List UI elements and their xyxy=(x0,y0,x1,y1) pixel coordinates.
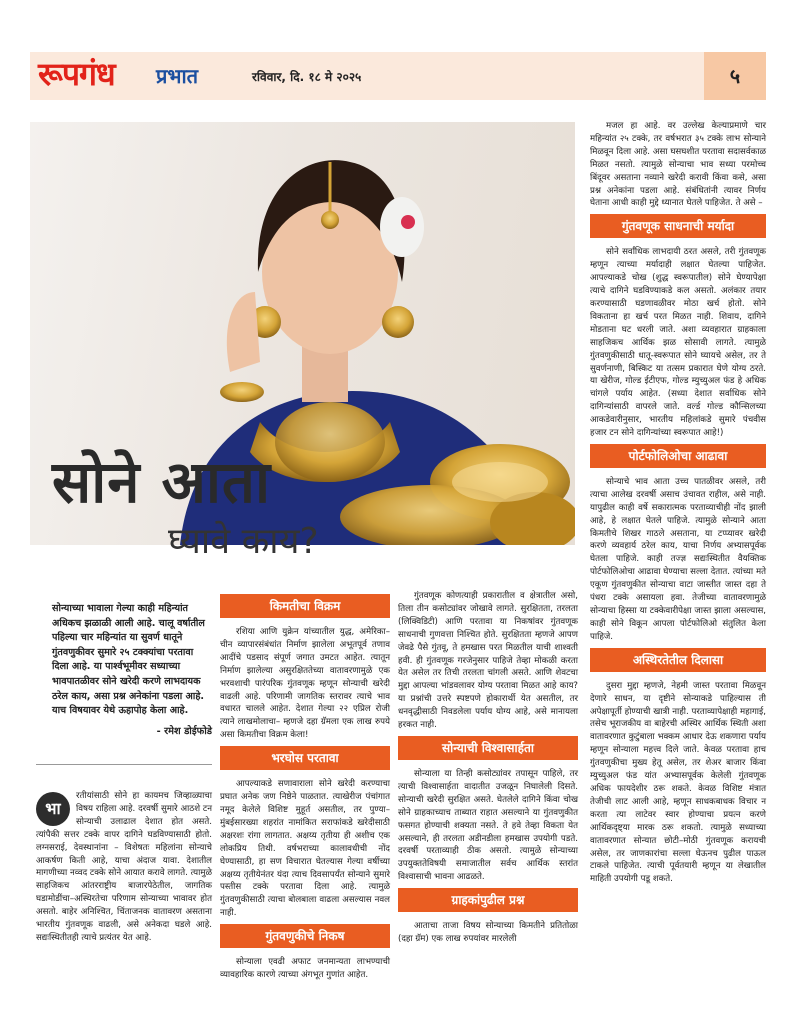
subheadline: घ्यावे काय? xyxy=(168,521,319,562)
section-heading-nikash: गुंतवणुकीचे निकष xyxy=(220,924,390,948)
section-heading-dilasa: अस्थिरतेतील दिलासा xyxy=(590,648,766,672)
section-heading-bharghos: भरघोस परतावा xyxy=(220,746,390,770)
author-byline: - रमेश डोईफोडे xyxy=(156,725,212,737)
intro-text: सोन्याच्या भावाला गेल्या काही महिन्यांत अधिकच झळाळी आली आहे. चालू वर्षातील पहिल्या चार महिन्यांत या सुवर्ण धातूने गुंतवणुकीवर सुमारे २५ टक्क्यांचा परतावा दिला आहे. या पार्श्वभूमीवर सध्याच्या भावपातळीवर सोने खरेदी करणे लाभदायक ठरेल काय, असा प्रश्न अनेकांना पडला आहे. याच विषयावर येथे ऊहापोह केला आहे. xyxy=(52,603,205,717)
body-paragraph: रतीयांसाठी सोने हा कायमच जिव्हाळ्याचा विषय राहिला आहे. दरवर्षी सुमारे आठशे टन सोन्याची उलाढाल देशात होत असते. त्यांपैकी सत्तर टक्के वापर दागिने घडविण्यासाठी होतो. लग्नसराई, देवस्थानांना – विशेषतः महिलांना सोन्याचे आकर्षण किती आहे, याचा अंदाज यावा. देशातील मागणीच्या नव्वद टक्के सोने आयात करावे लागते. त्यामुळे साहजिकच आंतरराष्ट्रीय बाजारपेठेतील, जागतिक घडामोडींचा–अस्थिरतेचा परिणाम सोन्याच्या भावावर होत असतो. बाहेर अनिश्चित, चिंताजनक वातावरण असताना भारतीय गुंतवणूक वाढली, असे अनेकदा घडले आहे. सद्यःस्थितीतही त्याचे प्रत्यंतर येत आहे. xyxy=(36,791,212,943)
section-heading-portfolio: पोर्टफोलिओचा आढावा xyxy=(590,444,766,468)
body-paragraph: आपल्याकडे सणावाराला सोने खरेदी करण्याचा प्रघात अनेक जण निष्ठेने पाळतात. त्याखेरीज पंचांगात नमूद केलेले विशिष्ट मुहूर्त असतील, तर पुण्या–मुंबईसारख्या शहरांत नामांकित सराफांकडे खरेदीसाठी अक्षरशः रांगा लागतात. अक्षय्य तृतीया ही अशीच एक लोकप्रिय तिथी. वर्षभराच्या कालावधीची नोंद घेण्यासाठी, हा सण विचारात घेतल्यास गेल्या वर्षीच्या अक्षय्य तृतीयेनंतर यंदा त्याच दिवसापर्यंत सोन्याने सुमारे पस्तीस टक्के परतावा दिला आहे. त्यामुळे गुंतवणुकीसाठी त्याचा बोलबाला वाढला असल्यास नवल नाही. xyxy=(220,779,390,919)
column-3 xyxy=(398,590,578,946)
body-paragraph: सोन्याचे भाव आता उच्च पातळीवर असले, तरी त्याचा आलेख दरवर्षी असाच उंचावत राहील, असे नाही. यापुढील काही वर्षे सकारात्मक परताव्याचीही नोंद झाली आहे, हे लक्षात घेतले पाहिजे. त्यामुळे सोन्याने आता किमतीचे शिखर गाठले असताना, या टप्प्यावर खरेदी करणे व्यवहार्य ठरेल काय, याचा निर्णय अभ्यासपूर्वक घेतला पाहिजे. काही तज्ज्ञ सद्यःस्थितीत वैयक्तिक पोर्टफोलिओचा आढावा घेण्याचा सल्ला देतात. त्यांच्या मते एकूण गुंतवणुकीत सोन्याचा वाटा जास्तीत जास्त दहा ते पंधरा टक्के असायला हवा. तेजीच्या वातावरणामुळे सोन्याचा हिस्सा या टक्केवारीपेक्षा जास्त झाला असल्यास, काही सोने विकून आपला पोर्टफोलिओ संतुलित केला पाहिजे. xyxy=(590,476,766,642)
page-number: ५ xyxy=(704,52,766,100)
column-4 xyxy=(590,120,766,886)
body-paragraph: मजल हा आहे. वर उल्लेख केल्याप्रमाणे चार महिन्यांत २५ टक्के, तर वर्षभरात ३५ टक्के लाभ सोन्याने मिळवून दिला आहे. असा घसघशीत परतावा सदासर्वकाळ मिळत नसतो. त्यामुळे सोन्याचा भाव सध्या परमोच्च बिंदूवर असताना नव्याने खरेदी करावी किंवा कसे, असा प्रश्न अनेकांना पडला आहे. संबंधितांनी त्यावर निर्णय घेताना आधी काही मुद्दे ध्यानात घेतले पाहिजेत. ते असे – xyxy=(590,121,766,209)
body-paragraph: सोने सर्वांधिक लाभदायी ठरत असले, तरी गुंतवणूक म्हणून त्याच्या मर्यादाही लक्षात घेतल्या पाहिजेत. आपल्याकडे चोख (शुद्ध स्वरूपातील) सोने घेण्यापेक्षा त्याचे दागिने घडविण्याकडे कल असतो. अलंकार तयार करण्यासाठी घडणावळीवर मोठा खर्च होतो. सोने विकताना हा खर्च परत मिळत नाही. शिवाय, दागिने मोडताना घट धरली जाते. अशा व्यवहारात ग्राहकाला साहजिकच आर्थिक झळ सोसावी लागते. त्यामुळे गुंतवणुकीसाठी धातू-स्वरूपात सोने घ्यायचे असेल, तर ते सुवर्णनाणी, बिस्किट या तत्सम प्रकारात घेणे योग्य ठरते. या खेरीज, गोल्ड ईटीएफ, गोल्ड म्युच्युअल फंड हे अधिक चांगले पर्याय आहेत. (सध्या देशात सर्वाधिक सोने दागिन्यांसाठी वापरले जाते. वर्ल्ड गोल्ड कौन्सिलच्या आकडेवारीनुसार, भारतीय महिलांकडे सुमारे पंचवीस हजार टन सोने दागिन्यांच्या स्वरूपात आहे!) xyxy=(590,247,766,439)
body-paragraph: गुंतवणूक कोणत्याही प्रकारातील व क्षेत्रातील असो, तिला तीन कसोट्यांवर जोखावे लागते. सुरक्षितता, तरलता (लिक्विडिटी) आणि परतावा या निकषांवर गुंतवणूक साधनाची गुणवत्ता निश्चित होते. सुरक्षितता म्हणजे आपण जेवढे पैसे गुंतवू, ते हमखास परत मिळतील याची शाश्वती हवी. ही गुंतवणूक गरजेनुसार पाहिजे तेव्हा मोकळी करता येत असेल तर तिची तरलता चांगली असते. आणि शेवटचा मुद्दा आपल्या भांडवलावर योग्य परतावा मिळत आहे काय? या प्रश्नांची उत्तरे स्पष्टपणे होकारार्थी येत असतील, तर धनवृद्धीसाठी निवडलेला पर्याय योग्य आहे, असे मानायला हरकत नाही. xyxy=(398,591,578,731)
brand-logo: रूपगंध xyxy=(38,55,115,93)
section-heading-maryada: गुंतवणूक साधनाची मर्यादा xyxy=(590,214,766,238)
body-paragraph: रशिया आणि युक्रेन यांच्यातील युद्ध, अमेरिका–चीन व्यापारसंबंधांत निर्माण झालेला अभूतपूर्व तणाव आदींचे पडसाद संपूर्ण जगात उमटत आहेत. त्यातून निर्माण झालेल्या असुरक्षिततेच्या वातावरणामुळे एक भरवशाची पारंपरिक गुंतवणूक म्हणून सोन्याची खरेदी वाढली आहे. परिणामी जागतिक स्तरावर त्याचे भाव वधारत चालले आहेत. देशात गेल्या २२ एप्रिल रोजी त्याने लाखमोलाचा– म्हणजे दहा ग्रॅमला एक लाख रुपये असा किमतीचा विक्रम केला! xyxy=(220,627,390,741)
brand-subtitle: प्रभात xyxy=(156,64,199,88)
headline: सोने आता xyxy=(52,448,271,516)
masthead xyxy=(30,52,766,100)
body-paragraph: सोन्याला या तिन्ही कसोट्यांवर तपासून पाहिले, तर त्याची विश्वासार्हता वादातीत उजळून निघालेली दिसते. सोन्याची खरेदी सुरक्षित असते. घेतलेले दागिने किंवा चोख सोने ग्राहकाच्याच ताब्यात राहात असल्याने या गुंतवणुकीत फसगत होण्याची शक्यता नसते. ते हवे तेव्हा विकता येत असल्याने, ही तरलता अडीनडीला हमखास उपयोगी पडते. दरवर्षी परताव्याही ठीक असतो. त्यामुळे सोन्याच्या उपयुक्ततेविषयी समाजातील सर्वच आर्थिक स्तरांत विश्वासाची भावना आढळते. xyxy=(398,768,578,883)
body-paragraph: आताचा ताजा विषय सोन्याच्या किमतीने प्रतितोळा (दहा ग्रॅम) एक लाख रुपयांवर मारलेली xyxy=(398,921,578,945)
section-heading-grahak: ग्राहकांपुढील प्रश्न xyxy=(398,888,578,912)
dateline: रविवार, दि. १८ मे २०२५ xyxy=(252,70,362,84)
intro-standfirst xyxy=(52,602,212,739)
body-paragraph: दुसरा मुद्दा म्हणजे, नेहमी जास्त परतावा मिळवून देणारे साधन, या दृष्टीने सोन्याकडे पाहिल्यास ती अपेक्षापूर्ती होण्याची खात्री नाही. परताव्यापेक्षाही महागाई, तसेच भूराजकीय वा बाहेरची अस्थिर आर्थिक स्थिती अशा वातावरणात कुटुंबाला भक्कम आधार देऊ शकणारा पर्याय म्हणून सोन्याला महत्त्व दिले जाते. केवळ परतावा हाच गुंतवणुकीचा मुख्य हेतू असेल, तर शेअर बाजार किंवा म्युच्युअल फंड यांत अभ्यासपूर्वक केलेली गुंतवणूक अधिक फायदेशीर ठरू शकते. केवळ विशिष्ट मंत्रात तेजीची लाट आली आहे, म्हणून साधकबाधक विचार न करता त्या लाटेवर स्वार होण्याचा प्रयत्न करणे आर्थिकदृष्ट्या मारक ठरू शकतो. त्यामुळे सध्याच्या वातावरणात सोन्यात छोटी–मोठी गुंतवणूक करायची असेल, तर जाणकारांचा सल्ला घेऊनच पुढील पाऊल टाकले पाहिजेत. त्याची पूर्वतयारी म्हणून या लेखातील माहिती उपयोगी पडू शकते. xyxy=(590,680,766,885)
section-heading-kimmat: किमतीचा विक्रम xyxy=(220,594,390,618)
dropcap: भा xyxy=(36,792,70,826)
body-paragraph: सोन्याला एवढी अफाट जनमान्यता लाभण्याची व्यावहारिक कारणे त्याच्या अंगभूत गुणांत आहेत. xyxy=(220,957,390,981)
column-1 xyxy=(36,790,212,945)
divider xyxy=(36,764,212,765)
section-heading-vishwas: सोन्याची विश्वासार्हता xyxy=(398,736,578,760)
column-2 xyxy=(220,590,390,982)
